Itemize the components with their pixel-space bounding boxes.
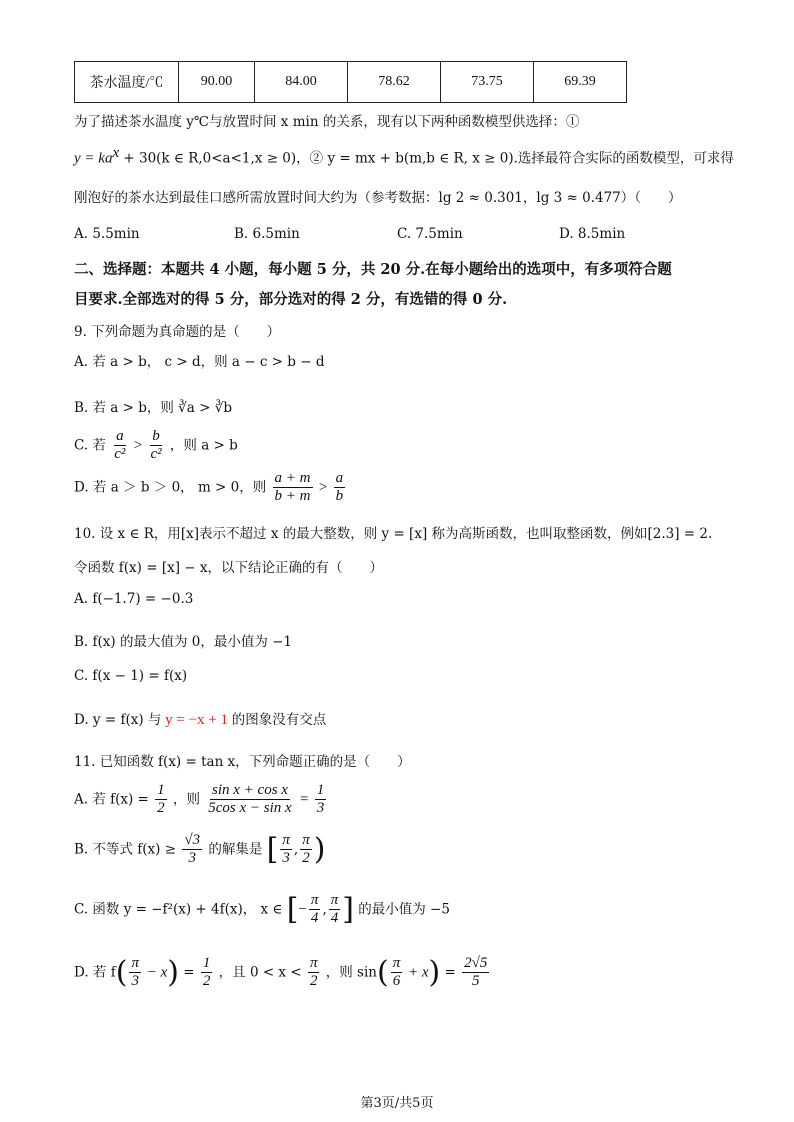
q8-option-c: C. 7.5min xyxy=(397,226,463,242)
q8-option-b: B. 6.5min xyxy=(234,226,300,242)
table-cell: 78.62 xyxy=(348,62,441,103)
fraction: $\frac{a + m}{b + m}$ xyxy=(274,470,311,505)
q11-stem: 11. 已知函数 f(x) = tan x，下列命题正确的是（ ） xyxy=(74,754,411,770)
q10-stem-line1: 10. 设 x ∈ R，用[x]表示不超过 x 的最大整数，则 y = [x] 称为高斯函数，也叫取整函数，例如[2.3] = 2. xyxy=(74,526,713,542)
table-cell: 90.00 xyxy=(179,62,255,103)
table-row xyxy=(75,62,627,103)
fraction: $\frac{\pi}{2}$ xyxy=(302,832,310,867)
q9-option-a: A. 若 a > b， c > d，则 a − c > b − d xyxy=(74,354,325,370)
q10-option-b: B. f(x) 的最大值为 0，最小值为 −1 xyxy=(74,634,293,650)
fraction: $\frac{1}{2}$ xyxy=(157,782,165,817)
fraction: $\frac{\pi}{4}$ xyxy=(330,892,339,927)
table-header-cell: 茶水温度/℃ xyxy=(75,62,179,103)
red-equation: y = −x + 1 xyxy=(161,712,232,728)
q9-option-c: C. 若 $\frac{a}{\text{c²}}$ > $\frac{b}{\text{c²}}$ ，则 a > b xyxy=(74,428,238,463)
page-footer: 第3页/共5页 xyxy=(360,1096,434,1111)
fraction: $\frac{1}{3}$ xyxy=(316,782,325,817)
fraction: $\frac{a}{\text{c²}}$ xyxy=(114,428,126,463)
q8-line3: 刚泡好的茶水达到最佳口感所需放置时间大约为（参考数据：lg 2 ≈ 0.301，lg 3 ≈ 0.477）（ ） xyxy=(74,190,682,206)
fraction: $\frac{2√5}{5}$ xyxy=(464,955,488,990)
fraction: $\frac{\text{sin x + cos x}}{\text{5cos x − sin x}}$ xyxy=(208,782,292,817)
q10-option-c: C. f(x − 1) = f(x) xyxy=(74,668,188,684)
tea-temperature-table xyxy=(74,61,627,103)
fraction: $\frac{\pi}{6}$ xyxy=(392,955,401,990)
q9-stem: 9. 下列命题为真命题的是（ ） xyxy=(74,324,281,340)
q9-option-d: D. 若 a ＞ b ＞ 0， m > 0，则 $\frac{a + m}{b + m}$ > $\frac{a}{b}$ xyxy=(74,470,344,505)
q11-option-d: D. 若 f( $\frac{\pi}{3}$ − x) = $\frac{1}{2}$ ，且 0 < x < $\frac{\pi}{2}$ ，则 sin( $\frac{\pi}{6}$ + x) = $\frac{2√5}{5}$ xyxy=(74,954,488,990)
q8-option-d: D. 8.5min xyxy=(559,226,626,242)
q8-line1: 为了描述茶水温度 y℃与放置时间 x min 的关系，现有以下两种函数模型供选择：① xyxy=(74,114,580,130)
q8-option-a: A. 5.5min xyxy=(74,226,140,242)
q10-stem-line2: 令函数 f(x) = [x] − x，以下结论正确的有（ ） xyxy=(74,560,383,576)
fraction: $\frac{a}{b}$ xyxy=(335,470,344,505)
q8-line2: $y = ka^x + 30(k$ ∈ R,0<a<1,x ≥ 0)，② y = mx + b(m,b ∈ R, x ≥ 0).选择最符合实际的函数模型，可求得 xyxy=(74,145,734,167)
fraction: $\frac{\pi}{3}$ xyxy=(131,955,139,990)
q10-option-a: A. f(−1.7) = −0.3 xyxy=(74,591,194,607)
table-cell: 69.39 xyxy=(534,62,627,103)
section2-heading-line1: 二、选择题：本题共 4 小题，每小题 5 分，共 20 分.在每小题给出的选项中，有多项符合题 xyxy=(74,261,672,278)
fraction: $\frac{\pi}{4}$ xyxy=(310,892,319,927)
section2-heading-line2: 目要求.全部选对的得 5 分，部分选对的得 2 分，有选错的得 0 分. xyxy=(74,291,508,308)
fraction: $\frac{√3}{3}$ xyxy=(184,832,201,867)
q9-option-b: B. 若 a > b，则 ∛a > ∛b xyxy=(74,400,232,416)
q11-option-b: B. 不等式 f(x) ≥ $\frac{√3}{3}$ 的解集是 [ $\frac{\pi}{3}$ , $\frac{\pi}{2}$ ) xyxy=(74,831,326,867)
q11-option-c: C. 函数 y = −f²(x) + 4f(x)， x ∈ [− $\frac{\pi}{4}$ , $\frac{\pi}{4}$ ] 的最小值为 −5 xyxy=(74,891,450,927)
fraction: $\frac{\pi}{3}$ xyxy=(282,832,290,867)
fraction: $\frac{\pi}{2}$ xyxy=(309,955,318,990)
table-cell: 84.00 xyxy=(255,62,348,103)
table-cell: 73.75 xyxy=(441,62,534,103)
fraction: $\frac{1}{2}$ xyxy=(202,955,211,990)
q11-option-a: A. 若 f(x) = $\frac{1}{2}$ ，则 $\frac{\text{sin x + cos x}}{\text{5cos x − sin x}}$ = $\frac{1}{3}$ xyxy=(74,782,325,817)
q10-option-d: D. y = f(x) 与 y = −x + 1 的图象没有交点 xyxy=(74,712,327,728)
fraction: $\frac{b}{\text{c²}}$ xyxy=(150,428,162,463)
